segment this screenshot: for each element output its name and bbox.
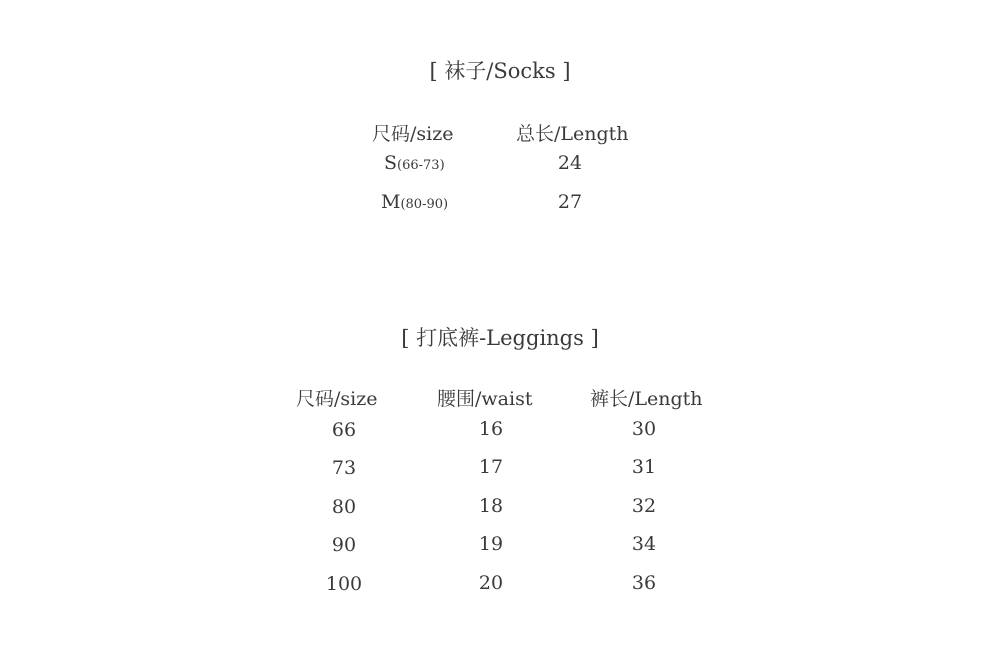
leggings-row-waist: 19	[478, 533, 504, 555]
leggings-row-length: 30	[631, 418, 657, 440]
leggings-row-waist: 17	[478, 456, 504, 478]
leggings-title: [ 打底裤-Leggings ]	[401, 326, 599, 350]
leggings-header-size: 尺码/size	[296, 388, 378, 410]
size-range: (80-90)	[400, 197, 449, 212]
leggings-header-waist: 腰围/waist	[437, 388, 533, 410]
size-code: S	[384, 152, 398, 174]
leggings-row-length: 31	[631, 456, 657, 478]
leggings-row-size: 90	[331, 534, 357, 556]
size-range: (66-73)	[397, 158, 445, 173]
socks-header-size: 尺码/size	[372, 123, 454, 145]
leggings-row-size: 100	[325, 573, 363, 595]
leggings-row-size: 73	[331, 457, 357, 479]
socks-title: [ 袜子/Socks ]	[429, 59, 571, 83]
leggings-row-waist: 18	[478, 495, 504, 517]
leggings-row-length: 32	[631, 495, 657, 517]
leggings-row-size: 66	[331, 419, 357, 441]
socks-row-m-size	[381, 191, 448, 213]
leggings-row-waist: 20	[478, 572, 504, 594]
leggings-row-size: 80	[331, 496, 357, 518]
leggings-row-length: 36	[631, 572, 657, 594]
leggings-header-length: 裤长/Length	[590, 388, 703, 410]
leggings-row-waist: 16	[478, 418, 504, 440]
size-code: M	[381, 191, 401, 213]
socks-header-length: 总长/Length	[516, 123, 629, 145]
socks-row-m-length: 27	[557, 191, 583, 213]
socks-row-s-length: 24	[557, 152, 583, 174]
socks-row-s-size	[384, 152, 445, 174]
leggings-row-length: 34	[631, 533, 657, 555]
